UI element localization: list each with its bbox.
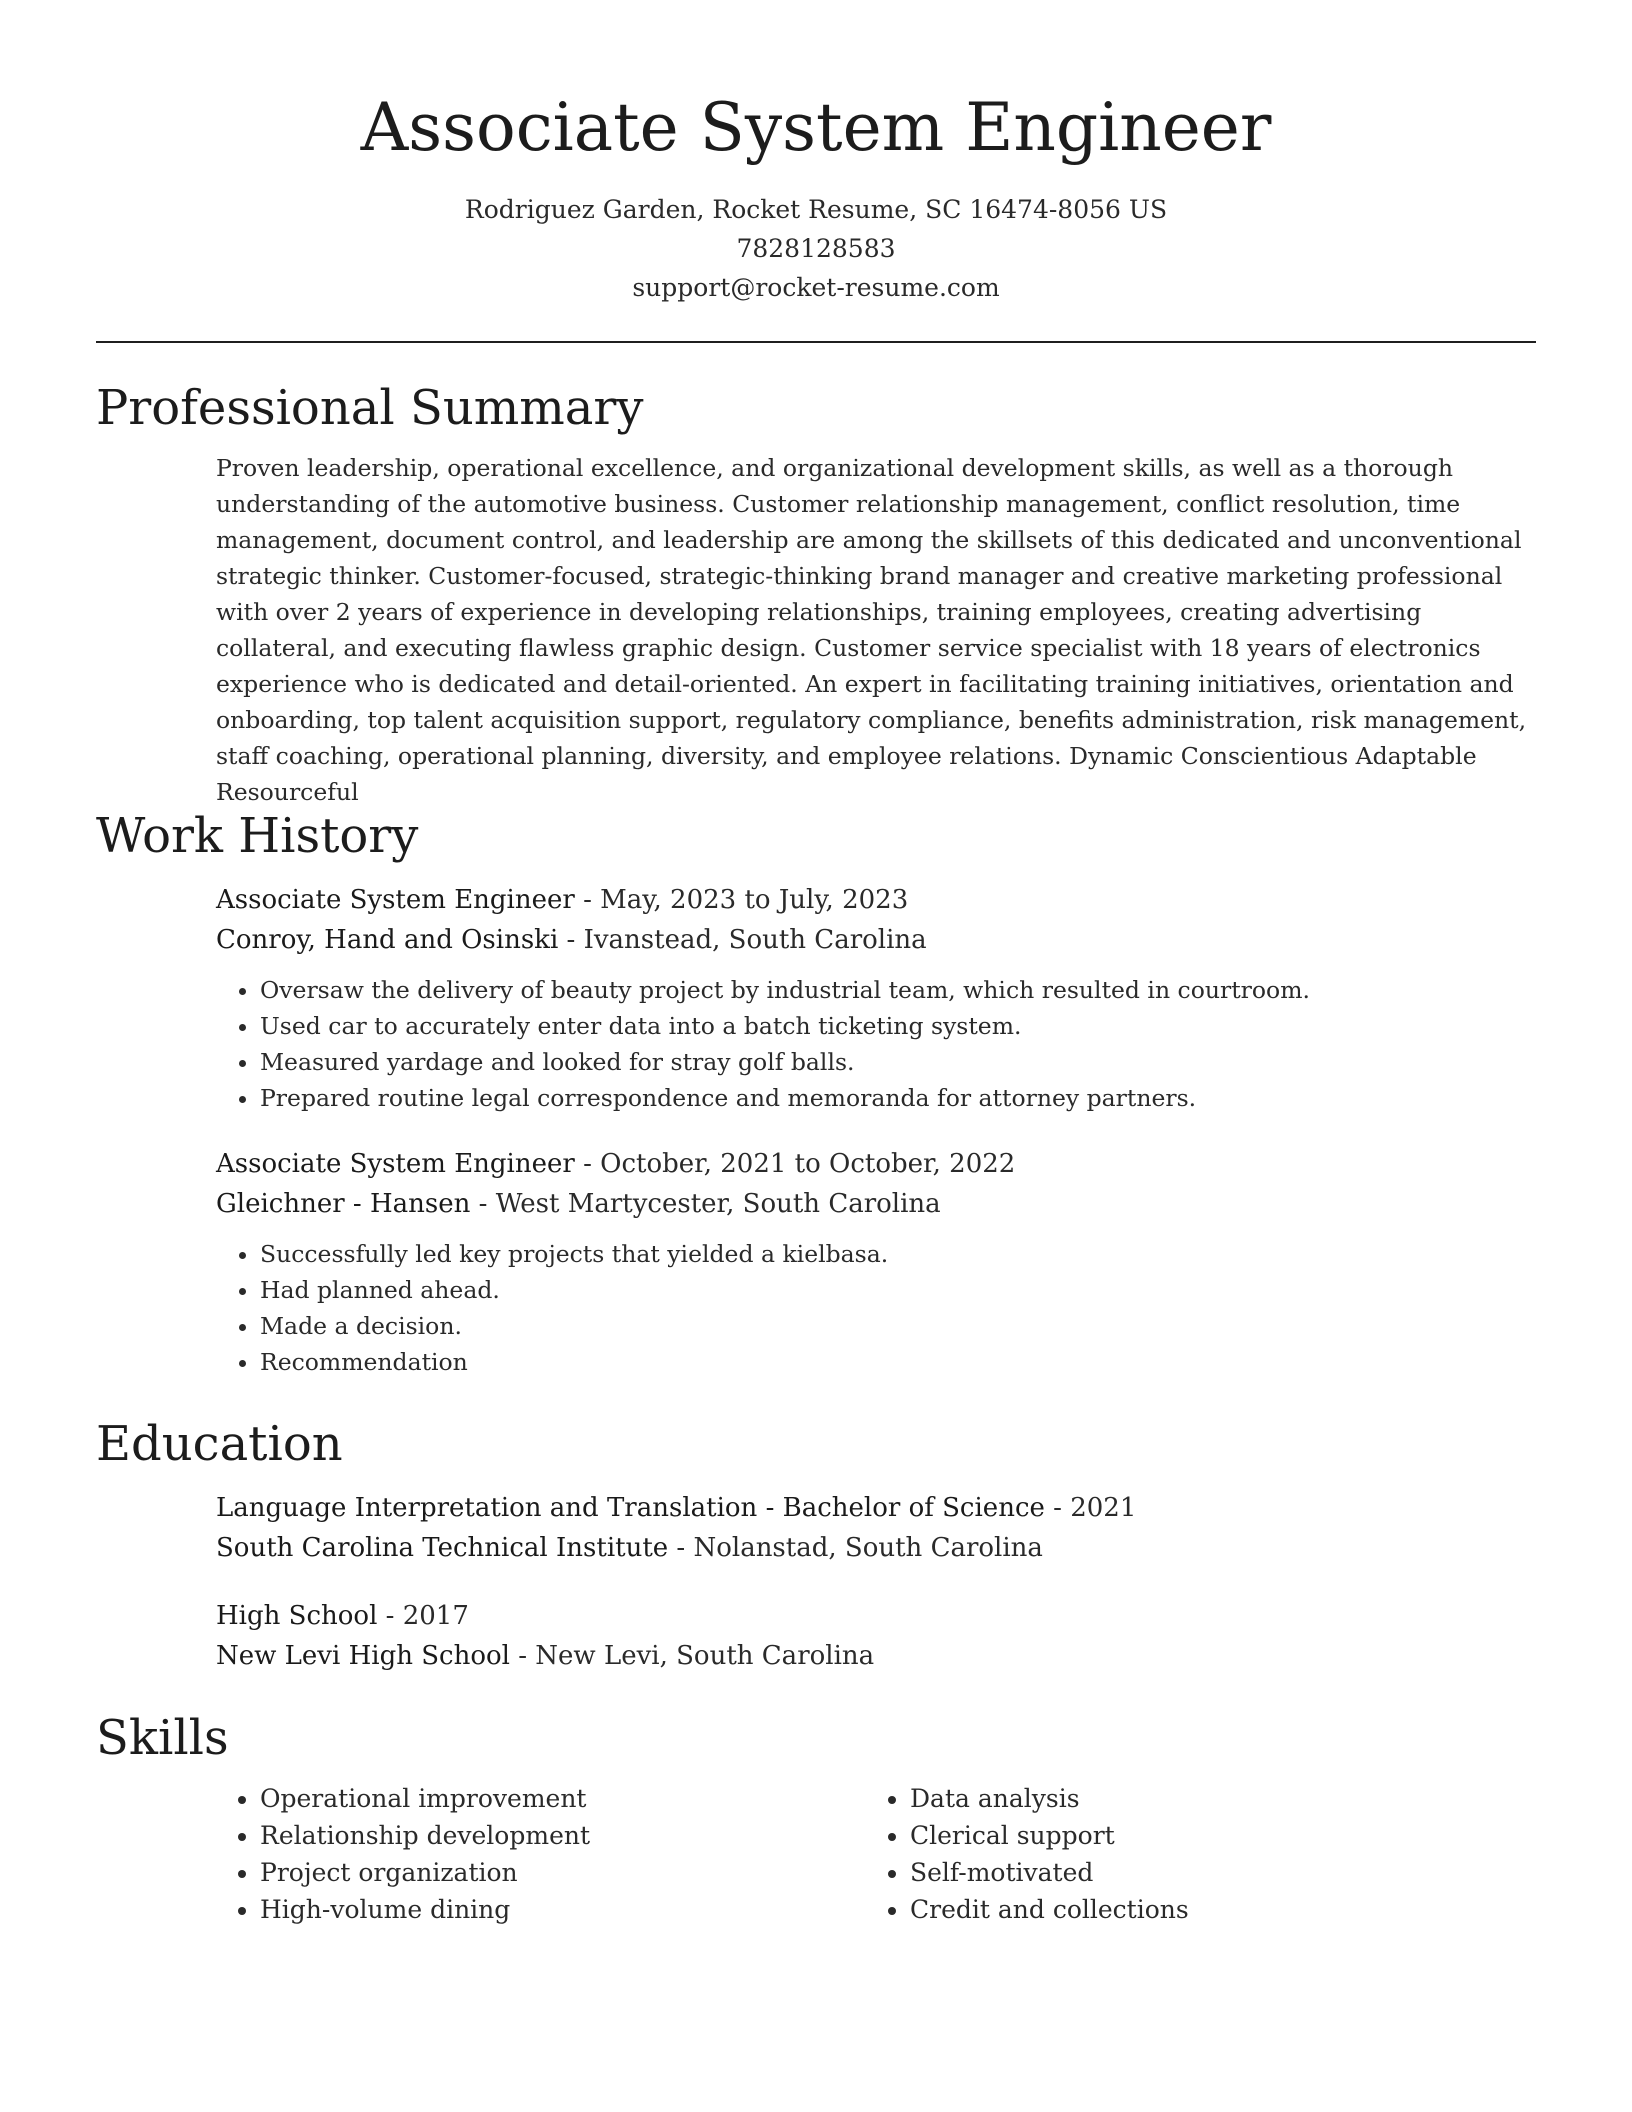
summary-heading: Professional Summary <box>96 380 644 436</box>
skills-list-right <box>866 1780 1516 1928</box>
job-title-line <box>216 880 1536 920</box>
education-school: New Levi High School <box>216 1641 510 1671</box>
job-company: Gleichner - Hansen <box>216 1189 471 1219</box>
skills-grid <box>216 1780 1536 1928</box>
education-degree-line <box>216 1596 1536 1636</box>
job-entry <box>216 880 1536 1116</box>
job-entry <box>216 1144 1536 1380</box>
job-company: Conroy, Hand and Osinski <box>216 925 559 955</box>
list-item: • Measured yardage and looked for stray golf balls. <box>260 1044 1536 1080</box>
skills-section <box>96 1708 1536 1928</box>
education-school-line <box>216 1528 1536 1568</box>
education-entry <box>216 1596 1536 1676</box>
list-item: • Used car to accurately enter data into a batch ticketing system. <box>260 1008 1536 1044</box>
education-degree: Language Interpretation and Translation - Bachelor of Science <box>216 1493 1045 1523</box>
work-history-section <box>96 806 1536 1380</box>
list-item: • Prepared routine legal correspondence and memoranda for attorney partners. <box>260 1080 1536 1116</box>
work-history-heading: Work History <box>96 808 419 864</box>
phone-number: 7828128583 <box>736 234 896 263</box>
skills-list-left <box>216 1780 866 1928</box>
resume-header <box>0 0 1632 307</box>
education-school-line <box>216 1636 1536 1676</box>
job-title-line <box>216 1144 1536 1184</box>
education-year: - 2017 <box>377 1601 469 1631</box>
list-item: • Made a decision. <box>260 1308 1536 1344</box>
education-degree: High School <box>216 1601 378 1631</box>
job-company-line <box>216 920 1536 960</box>
job-dates: - May, 2023 to July, 2023 <box>574 885 909 915</box>
education-location: - New Levi, South Carolina <box>509 1641 875 1671</box>
list-item: • High-volume dining <box>260 1891 866 1928</box>
list-item: • Data analysis <box>910 1780 1516 1817</box>
address: Rodriguez Garden, Rocket Resume, SC 16474-8056 US <box>464 195 1168 224</box>
email-address: support@rocket-resume.com <box>632 273 1000 302</box>
header-divider <box>96 341 1536 343</box>
list-item: • Self-motivated <box>910 1854 1516 1891</box>
summary-text: Proven leadership, operational excellence, and organizational development skills, as well as a thorough understanding of the automotive business. Customer relationship management, conflict resolution, time management, document control, and leadership are among the skillsets of this dedicated and unconventional strategic thinker. Customer-focused, strategic-thinking brand manager and creative marketing professional with over 2 years of experience in developing relationships, training employees, creating advertising collateral, and executing flawless graphic design. Customer service specialist with 18 years of electronics experience who is dedicated and detail-oriented. An expert in facilitating training initiatives, orientation and onboarding, top talent acquisition support, regulatory compliance, benefits administration, risk management, staff coaching, operational planning, diversity, and employee relations. Dynamic Conscientious Adaptable Resourceful <box>216 454 1527 806</box>
job-title: Associate System Engineer <box>216 885 575 915</box>
job-bullets <box>216 972 1536 1116</box>
list-item: • Oversaw the delivery of beauty project by industrial team, which resulted in courtroom. <box>260 972 1536 1008</box>
education-location: - Nolanstad, South Carolina <box>668 1533 1043 1563</box>
job-location: - Ivanstead, South Carolina <box>558 925 927 955</box>
list-item: • Clerical support <box>910 1817 1516 1854</box>
contact-info <box>0 190 1632 307</box>
education-entry <box>216 1488 1536 1568</box>
list-item: • Successfully led key projects that yielded a kielbasa. <box>260 1236 1536 1272</box>
job-bullets <box>216 1236 1536 1380</box>
list-item: • Had planned ahead. <box>260 1272 1536 1308</box>
education-section <box>96 1414 1536 1676</box>
education-school: South Carolina Technical Institute <box>216 1533 669 1563</box>
list-item: • Project organization <box>260 1854 866 1891</box>
skills-heading: Skills <box>96 1710 229 1766</box>
list-item: • Credit and collections <box>910 1891 1516 1928</box>
job-company-line <box>216 1184 1536 1224</box>
education-heading: Education <box>96 1416 343 1472</box>
education-degree-line <box>216 1488 1536 1528</box>
job-dates: - October, 2021 to October, 2022 <box>574 1149 1016 1179</box>
job-title: Associate System Engineer <box>216 1149 575 1179</box>
education-year: - 2021 <box>1044 1493 1137 1523</box>
summary-section <box>96 378 1536 810</box>
list-item: • Relationship development <box>260 1817 866 1854</box>
list-item: • Operational improvement <box>260 1780 866 1817</box>
page-title: Associate System Engineer <box>360 89 1272 166</box>
job-location: - West Martycester, South Carolina <box>470 1189 941 1219</box>
list-item: • Recommendation <box>260 1344 1536 1380</box>
